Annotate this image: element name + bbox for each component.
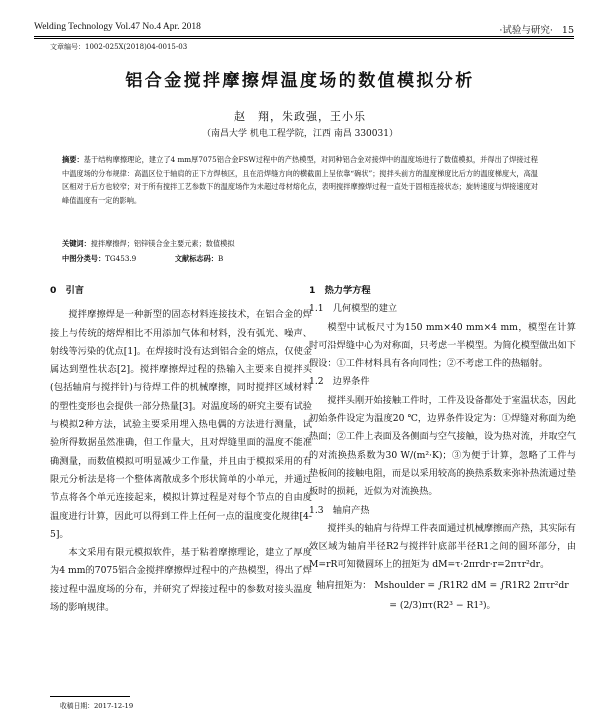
right-column xyxy=(309,282,576,615)
left-column xyxy=(50,282,312,617)
boundary-paragraph: 搅拌头刚开始接触工件时，工件及设备都处于室温状态，因此初始条件设定为温度20 ℃，边界条件设定为：①焊缝对称面为绝热面；②工件上表面及各侧面与空气接触，设为热对流，并取空气的对流换热系数为30 W/(m²·K)；③为便于计算，忽略了工件与垫板间的接触电阻，而是以采用较高的换热系数来弥补热流通过垫板时的损耗，近似为对流换热。 xyxy=(309,394,576,498)
clc-code: TG453.9 xyxy=(105,254,137,263)
received-date: 收稿日期：2017-12-19 xyxy=(60,702,134,710)
header-right xyxy=(493,22,574,36)
section-label: ·试验与研究· xyxy=(499,25,553,36)
keywords-text: 搅拌摩擦焊；铝锌镁合金主要元素；数值模拟 xyxy=(90,239,235,248)
page-number: 15 xyxy=(561,25,574,36)
intro-paragraph-1: 搅拌摩擦焊是一种新型的固态材料连接技术，在铝合金的焊接上与传统的熔焊相比不用添加气体和材料，没有弧光、噪声、射线等污染的优点[1]。在焊接时没有达到铝合金的熔点，仅使金属达到塑性状态[2]。搅拌摩擦焊过程的热输入主要来自搅拌头(包括轴肩与搅拌针)与待焊工件的机械摩擦，同时搅拌区域材料的塑性变形也会提供一部分热量[3]。对温度场的研究主要有试验与模拟2种方法，试验主要采用埋入热电偶的方法进行测量，试验所得数据虽然准确，但工作量大，且对焊缝里面的温度不能准确测量，而数值模拟可明显减少工作量，并且由于模拟采用的有限元分析法是将一个整体离散成多个形状简单的小单元，并通过节点将各个单元连接起来，模拟计算过程是对每个节点的自由度温度进行计算，因此可以得到工件上任何一点的温度变化规律[4-5]。 xyxy=(50,309,312,540)
subsection-boundary: 1.2 边界条件 xyxy=(309,376,370,388)
section-heading-intro: 0 引言 xyxy=(50,285,84,296)
header-rule xyxy=(34,36,574,37)
article-number: 文章编号：1002-025X(2018)04-0015-03 xyxy=(50,43,188,51)
author-list: 赵 翔，朱政强，王小乐 xyxy=(234,110,366,123)
subsection-shoulder-heat: 1.3 轴肩产热 xyxy=(309,504,370,516)
shoulder-heat-paragraph: 搅拌头的轴肩与待焊工件表面通过机械摩擦而产热，其实际有效区域为轴肩半径R2与搅拌针底部半径R1之间的圆环部分，由M=rR可知微圆环上的扭矩为 dM=τ·2πrdr·r=2πτr²dr。 xyxy=(309,522,576,571)
affiliation: （南昌大学 机电工程学院，江西 南昌 330031） xyxy=(202,129,398,139)
geometry-paragraph: 模型中试板尺寸为150 mm×40 mm×4 mm，模型在计算时可沿焊缝中心为对称面，只考虑一半模型。为简化模型做出如下假设：①工件材料具有各向同性；②不考虑工件的热辐射。 xyxy=(309,321,576,370)
intro-paragraph-2: 本文采用有限元模拟软件，基于粘着摩擦理论，建立了厚度为4 mm的7075铝合金搅拌摩擦焊过程中的产热模型，得出了焊接过程中温度场的分布，并研究了焊接过程中的参数对接头温度场的影响规律。 xyxy=(50,547,312,614)
footnote-rule xyxy=(50,696,130,697)
doc-code: B xyxy=(218,254,224,263)
paper-title: 铝合金搅拌摩擦焊温度场的数值模拟分析 xyxy=(125,71,475,91)
subsection-geometry: 1.1 几何模型的建立 xyxy=(309,303,398,315)
journal-info: Welding Technology Vol.47 No.4 Apr. 2018 xyxy=(34,22,201,32)
keywords-label: 关键词： xyxy=(62,239,91,248)
section-heading-thermo: 1 热力学方程 xyxy=(309,285,371,296)
equation-torque xyxy=(309,577,576,595)
classification xyxy=(62,254,223,264)
running-header xyxy=(34,22,574,36)
abstract xyxy=(62,153,538,207)
keywords xyxy=(62,239,235,249)
equation-torque-result: = (2/3)πτ(R2³ − R1³)。 xyxy=(389,600,496,612)
abstract-text: 基于结构摩擦理论，建立了4 mm厚7075铝合金FSW过程中的产热模型，对同种铝合金对接焊中的温度场进行了数值模拟，并得出了焊接过程中温度场的分布规律：高温区位于轴肩的正下方焊核区，且在沿焊缝方向的横截面上呈依靠“碗状”；搅拌头前方的温度梯度比后方的温度梯度大，高温区相对于后方也较窄；对于所有搅拌工艺参数下的温度场作为未超过母材熔化点，表明搅拌摩擦焊过程一直处于固相连接状态；旋转速度与焊接速度对峰值温度有一定的影响。 xyxy=(62,155,538,205)
equation-torque-label: 轴肩扭矩为： xyxy=(316,579,372,591)
abstract-label: 摘要： xyxy=(62,155,84,164)
header-rule-thin xyxy=(34,38,574,39)
equation-torque-body: Mshoulder = ∫R1R2 dM = ∫R1R2 2πτr²dr xyxy=(374,579,569,591)
clc-label: 中图分类号： xyxy=(62,254,106,263)
doc-code-label: 文献标志码： xyxy=(174,254,218,263)
